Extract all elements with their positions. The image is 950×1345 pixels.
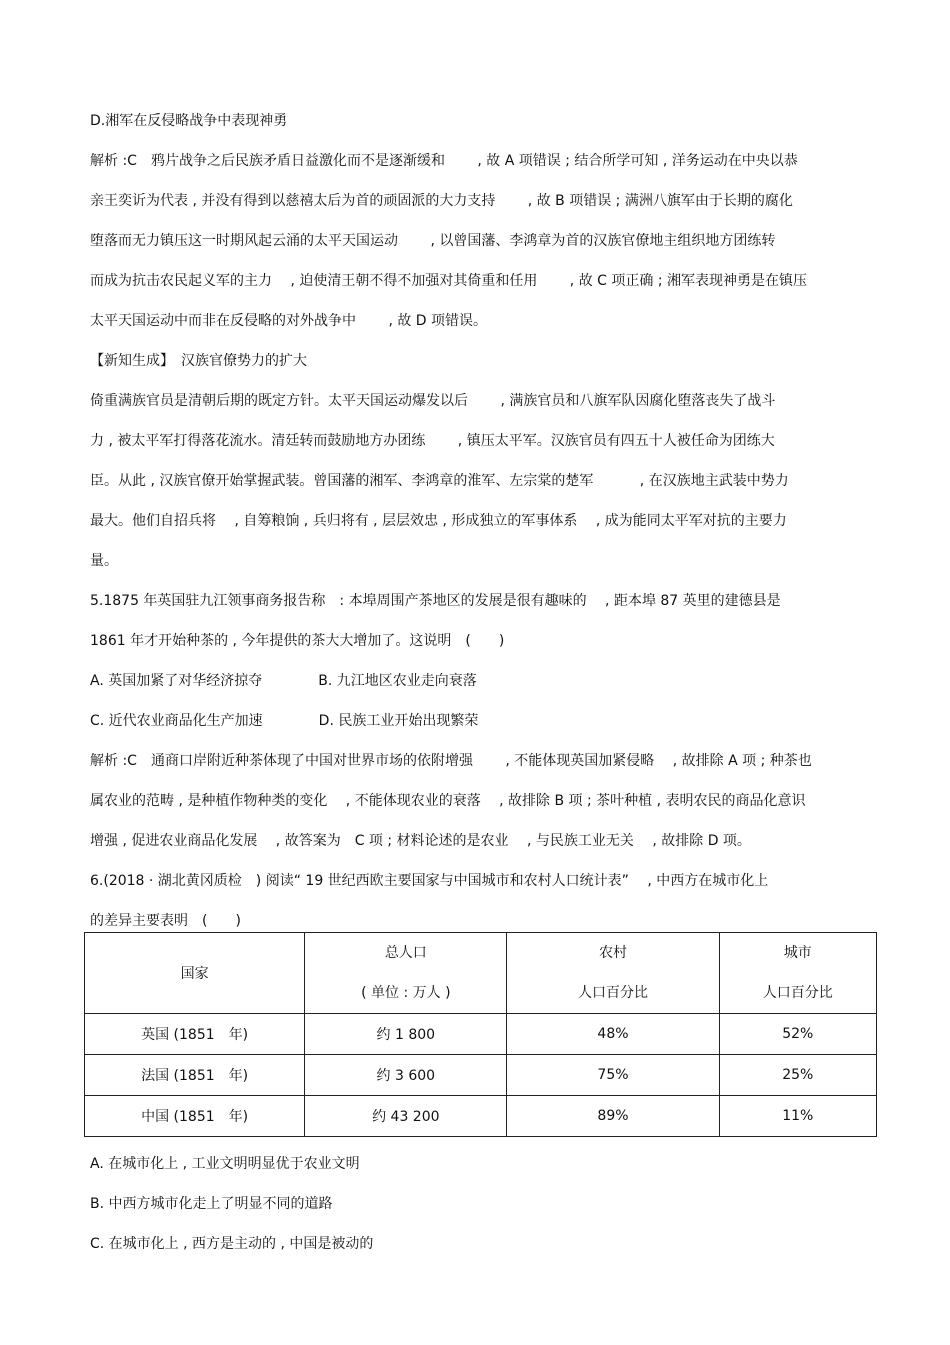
header-total-unit: ( 单位 : 万人 ) — [361, 985, 451, 1001]
text-line: 解析 :C 通商口岸附近种茶体现了中国对世界市场的依附增强 , 不能体现英国加紧侵略 , 故排除 A 项 ; 种茶也 — [90, 753, 812, 769]
cell-urban: 25% — [719, 1055, 876, 1096]
table-row — [85, 1096, 877, 1137]
text-line: 量。 — [90, 553, 118, 569]
header-rural — [507, 933, 719, 1014]
text-line: 而成为抗击农民起义军的主力 , 迫使清王朝不得不加强对其倚重和任用 , 故 C 项正确 ; 湘军表现神勇是在镇压 — [90, 273, 807, 289]
answer-options: A. 英国加紧了对华经济掠夺 B. 九江地区农业走向衰落 — [90, 673, 477, 689]
text-line: 的差异主要表明 ( ) — [90, 913, 241, 929]
header-country: 国家 — [85, 933, 305, 1014]
cell-country: 英国 (1851 年) — [85, 1014, 305, 1055]
section-heading: 【新知生成】 汉族官僚势力的扩大 — [90, 353, 307, 369]
option-c: C. 在城市化上 , 西方是主动的 , 中国是被动的 — [90, 1236, 374, 1252]
text-line: 臣。从此 , 汉族官僚开始掌握武装。曾国藩的湘军、李鸿章的淮军、左宗棠的楚军 , 在汉族地主武装中势力 — [90, 473, 789, 489]
text-line: 亲王奕䜣为代表 , 并没有得到以慈禧太后为首的顽固派的大力支持 , 故 B 项错误 ; 满洲八旗军由于长期的腐化 — [90, 193, 793, 209]
text-line: D.湘军在反侵略战争中表现神勇 — [90, 113, 288, 129]
text-line: 最大。他们自招兵将 , 自筹粮饷 , 兵归将有 , 层层效忠 , 形成独立的军事体系 , 成为能同太平军对抗的主要力 — [90, 513, 787, 529]
cell-rural: 89% — [507, 1096, 719, 1137]
cell-total: 约 43 200 — [305, 1096, 507, 1137]
cell-urban: 52% — [719, 1014, 876, 1055]
text-line: 解析 :C 鸦片战争之后民族矛盾日益激化而不是逐渐缓和 , 故 A 项错误 ; 结合所学可知 , 洋务运动在中央以恭 — [90, 153, 798, 169]
text-line: 太平天国运动中而非在反侵略的对外战争中 , 故 D 项错误。 — [90, 313, 488, 329]
cell-urban: 11% — [719, 1096, 876, 1137]
text-line: 增强 , 促进农业商品化发展 , 故答案为 C 项 ; 材料论述的是农业 , 与民族工业无关 , 故排除 D 项。 — [90, 833, 751, 849]
header-urban — [719, 933, 876, 1014]
question-6: 6.(2018 · 湖北黄冈质检 ) 阅读“ 19 世纪西欧主要国家与中国城市和农村人口统计表” , 中西方在城市化上 — [90, 873, 769, 889]
text-line: 力 , 被太平军打得落花流水。清廷转而鼓励地方办团练 , 镇压太平军。汉族官员有四五十人被任命为团练大 — [90, 433, 775, 449]
text-line: 倚重满族官员是清朝后期的既定方针。太平天国运动爆发以后 , 满族官员和八旗军队因腐化堕落丧失了战斗 — [90, 393, 776, 409]
cell-country: 中国 (1851 年) — [85, 1096, 305, 1137]
table-row — [85, 1055, 877, 1096]
header-total — [305, 933, 507, 1014]
cell-rural: 48% — [507, 1014, 719, 1055]
header-urban-label: 城市 — [783, 945, 812, 961]
answer-options: C. 近代农业商品化生产加速 D. 民族工业开始出现繁荣 — [90, 713, 479, 729]
text-line: 堕落而无力镇压这一时期风起云涌的太平天国运动 , 以曾国藩、李鸿章为首的汉族官僚地主组织地方团练转 — [90, 233, 776, 249]
table-header-row — [85, 933, 877, 1014]
header-total-label: 总人口 — [384, 945, 427, 961]
cell-total: 约 1 800 — [305, 1014, 507, 1055]
text-line: 1861 年才开始种茶的 , 今年提供的茶大大增加了。这说明 ( ) — [90, 633, 505, 649]
cell-total: 约 3 600 — [305, 1055, 507, 1096]
question-5: 5.1875 年英国驻九江领事商务报告称 : 本埠周围产茶地区的发展是很有趣味的 , 距本埠 87 英里的建德县是 — [90, 593, 781, 609]
option-b: B. 中西方城市化走上了明显不同的道路 — [90, 1196, 333, 1212]
population-table — [84, 932, 877, 1137]
option-a: A. 在城市化上 , 工业文明明显优于农业文明 — [90, 1156, 360, 1172]
header-rural-unit: 人口百分比 — [577, 985, 648, 1001]
header-urban-unit: 人口百分比 — [762, 985, 833, 1001]
table-row — [85, 1014, 877, 1055]
text-line: 属农业的范畴 , 是种植作物种类的变化 , 不能体现农业的衰落 , 故排除 B 项 ; 茶叶种植 , 表明农民的商品化意识 — [90, 793, 806, 809]
cell-rural: 75% — [507, 1055, 719, 1096]
header-rural-label: 农村 — [598, 945, 627, 961]
cell-country: 法国 (1851 年) — [85, 1055, 305, 1096]
